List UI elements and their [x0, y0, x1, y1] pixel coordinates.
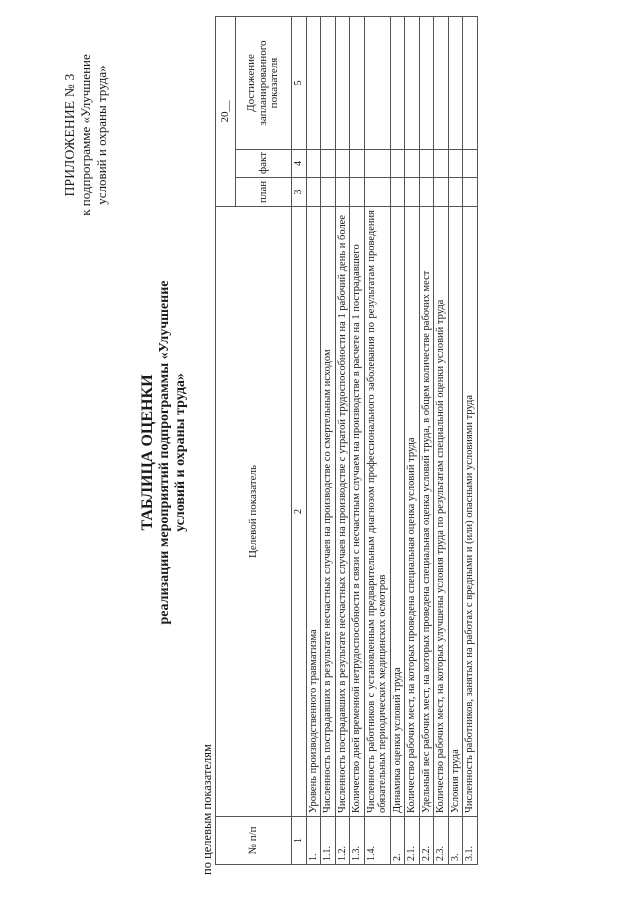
row-number: 2. [390, 817, 405, 865]
evaluation-table [215, 16, 478, 865]
appendix-line: условий и охраны труда» [94, 65, 109, 205]
table-row [335, 16, 350, 864]
table-row [434, 16, 449, 864]
table-row [463, 16, 478, 864]
row-number: 2.3. [434, 817, 449, 865]
row-indicator: Количество рабочих мест, на которых проведена специальная оценка условий труда [405, 207, 420, 817]
appendix-line: к подпрограмме «Улучшение [78, 54, 93, 216]
column-number: 4 [292, 150, 307, 178]
table-row [364, 16, 390, 864]
column-number: 5 [292, 16, 307, 149]
document-subtitle: реализации мероприятий подпрограммы «Улучшение [157, 280, 172, 625]
column-number: 2 [292, 207, 307, 817]
table-row [448, 16, 463, 864]
row-indicator: Уровень производственного травматизма [306, 207, 321, 817]
row-number: 1.1. [321, 817, 336, 865]
row-number: 2.2. [419, 817, 434, 865]
row-indicator: Численность работников с установленным предварительным диагнозом профессионального заболевания по результатам проведения обязательных периодических медицинских осмотров [364, 207, 390, 817]
header-achievement: Достижение запланированного показателя [236, 16, 292, 149]
row-indicator: Динамика оценки условий труда [390, 207, 405, 817]
row-indicator: Количество рабочих мест, на которых улучшены условия труда по результатам специальной оценки условий труда [434, 207, 449, 817]
appendix-number: ПРИЛОЖЕНИЕ № 3 [62, 73, 77, 197]
document-title: ТАБЛИЦА ОЦЕНКИ [139, 374, 156, 531]
row-indicator: Численность пострадавших в результате несчастных случаев на производстве со смертельным исходом [321, 207, 336, 817]
section-caption: по целевым показателям [200, 744, 214, 875]
row-number: 1.2. [335, 817, 350, 865]
row-number: 1.4. [364, 817, 390, 865]
row-indicator: Количество дней временной нетрудоспособности в связи с несчастным случаем на производстве в расчете на 1 пострадавшего [350, 207, 365, 817]
row-number: 3.1. [463, 817, 478, 865]
row-number: 1.3. [350, 817, 365, 865]
title-block [138, 0, 189, 905]
table-row [321, 16, 336, 864]
row-indicator: Удельный вес рабочих мест, на которых проведена специальная оценка условий труда, в общем количестве рабочих мест [419, 207, 434, 817]
header-num: № п/п [216, 817, 292, 865]
document-subtitle: условий и охраны труда» [173, 373, 188, 532]
table-row [350, 16, 365, 864]
appendix-block [62, 30, 110, 240]
table-row [390, 16, 405, 864]
header-plan: план [236, 178, 292, 207]
column-number: 3 [292, 178, 307, 207]
column-number: 1 [292, 817, 307, 865]
row-indicator: Численность пострадавших в результате несчастных случаев на производстве с утратой трудоспособности на 1 рабочий день и более [335, 207, 350, 817]
table-row [405, 16, 420, 864]
header-year: 20__ [216, 16, 236, 206]
header-indicator: Целевой показатель [216, 207, 292, 817]
table-row [306, 16, 321, 864]
column-numbers-row [292, 16, 307, 864]
row-number: 2.1. [405, 817, 420, 865]
row-indicator: Численность работников, занятых на работах с вредными и (или) опасными условиями труда [463, 207, 478, 817]
row-number: 1. [306, 817, 321, 865]
row-number: 3. [448, 817, 463, 865]
table-row [419, 16, 434, 864]
row-indicator: Условия труда [448, 207, 463, 817]
header-fact: факт [236, 150, 292, 178]
